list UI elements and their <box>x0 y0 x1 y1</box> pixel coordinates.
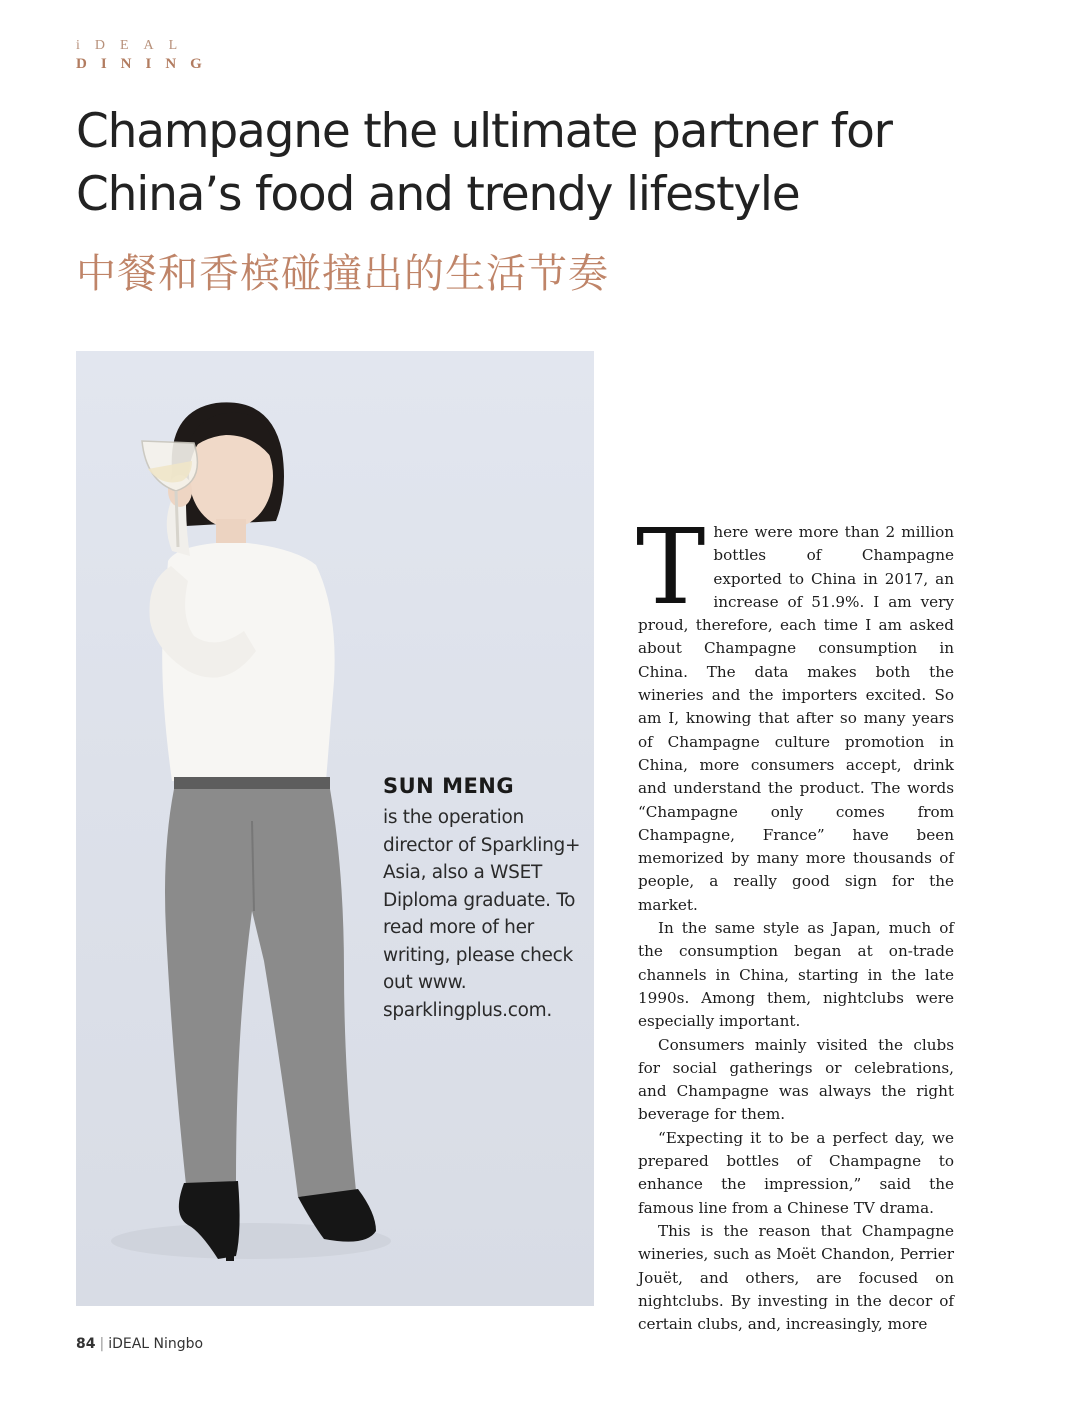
title-line-2: China’s food and trendy lifestyle <box>76 167 800 222</box>
article-paragraph: This is the reason that Champagne wineries, such as Moët Chandon, Perrier Jouët, and others, are focused on nightclubs. By investing in the decor of certain clubs, and, increasingly, more <box>638 1221 954 1334</box>
article-paragraph: “Expecting it to be a perfect day, we prepared bottles of Champagne to enhance the impression,” said the famous line from a Chinese TV drama. <box>638 1128 954 1217</box>
article-body <box>636 506 954 1336</box>
chinese-subtitle: 中餐和香槟碰撞出的生活节奏 <box>76 251 609 297</box>
page-number: 84 <box>76 1336 96 1352</box>
publication-name: iDEAL Ningbo <box>108 1336 204 1352</box>
title-line-1: Champagne the ultimate partner for <box>76 104 892 159</box>
article-title <box>76 100 976 226</box>
article-paragraph <box>636 506 954 917</box>
section-label-dining: DINING <box>76 56 216 72</box>
footer-separator: | <box>99 1336 105 1352</box>
photo-caption <box>383 774 583 1024</box>
article-paragraph: Consumers mainly visited the clubs for social gatherings or celebrations, and Champagne was always the right beverage for them. <box>638 1035 954 1124</box>
article-paragraph: In the same style as Japan, much of the consumption began at on-trade channels in China, starting in the late 1990s. Among them, nightclubs were especially important. <box>638 919 954 1031</box>
caption-name: SUN MENG <box>383 774 515 798</box>
caption-bio: is the operation director of Sparkling+ Asia, also a WSET Diploma graduate. To read more of her writing, please check out www. sparklingplus.com. <box>383 807 581 1021</box>
paragraph-text: here were more than 2 million bottles of Champagne exported to China in 2017, an increase of 51.9%. I am very proud, therefore, each time I am asked about Champagne consumption in China. The data makes both the wineries and the importers excited. So am I, knowing that after so many years of Champagne culture promotion in China, more consumers accept, drink and understand the product. The words “Champagne only comes from Champagne, France” have been memorized by many more thousands of people, a really good sign for the market. <box>638 523 954 914</box>
drop-cap: T <box>636 506 706 628</box>
page-footer <box>76 1336 203 1352</box>
section-label-ideal: iDEAL <box>76 38 193 53</box>
